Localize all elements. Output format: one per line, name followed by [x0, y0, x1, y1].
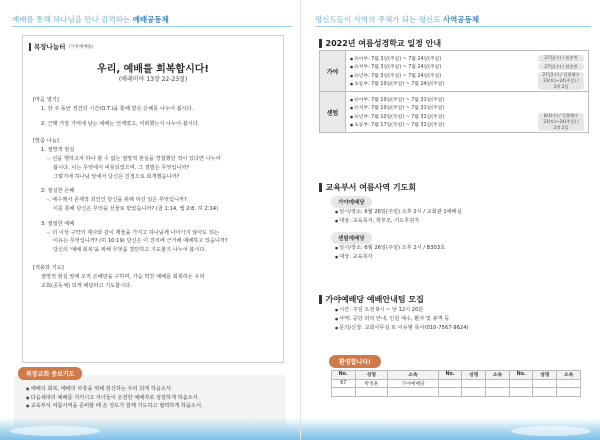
list-item: ● 일시/장소: 6월 26일(주일) 오후 2시 / B303호: [335, 244, 445, 253]
right-running-rule: [315, 26, 591, 27]
sermon-title: 우리, 예배를 회복합시다!: [97, 64, 209, 75]
apply-label: [적용과 기도]: [33, 264, 64, 271]
opening-q1: 1. 한 주 동안 경건의 시간(Q.T.)을 통해 받은 은혜를 나누어 봅시다.: [41, 105, 194, 112]
section-subtitle: (가정예배용): [68, 44, 94, 50]
intercession-tag: 목장교회 중보기도: [18, 367, 82, 380]
word-2-line: -. 예수께서 존재적 죄인인 당신을 위해 하신 일은 무엇입니까?: [47, 197, 187, 204]
list-item: ● 사역: 공당 외석 안내, 인원 체수, 환자 및 봉역 등: [335, 315, 469, 324]
row-label: 센텀: [320, 92, 346, 132]
schedule-title: 2022년 여름성경학교 일정 안내: [325, 39, 442, 48]
schedule-text: ● 유년부: 7월 3일(주일) ~ 7월 24일(주일): [350, 72, 538, 79]
schedule-pill: 23(토)~24(주일) / 1박 2일: [538, 77, 584, 90]
gaya-lines: [335, 208, 462, 226]
schedule-text: ● 초등부: 7월 10일(주일) ~ 7월 24일(주일): [350, 80, 538, 87]
schedule-text: ● 유아부: 7월 10일(주일) ~ 7월 31일(주일): [350, 96, 538, 103]
table-row: [320, 51, 588, 92]
word-2-line: 이를 통해 당신은 무엇을 선물로 받았습니까? (골 1:14, 엡 2:8, 히 2:14): [53, 205, 219, 212]
heading-bar-icon: [319, 39, 322, 48]
schedule-line: [350, 63, 584, 72]
centum-tag: 센텀예배당: [331, 232, 372, 244]
left-running-rule: [12, 26, 292, 27]
list-item: ● 대상: 교육목자, 학부모, 기도후원자: [335, 217, 462, 226]
row-content: [346, 51, 588, 91]
header-cell: No.: [332, 371, 356, 380]
table-cell: [509, 388, 533, 397]
table-row: [320, 92, 588, 132]
table-cell: [388, 388, 439, 397]
word-label: [말씀 나눔]: [33, 138, 59, 145]
table-cell: [509, 379, 533, 388]
schedule-line: [350, 118, 584, 130]
header-cell: 소속: [486, 371, 510, 380]
word-head-3: 3. 절절한 예배: [41, 220, 75, 227]
schedule-text: ● 유년부: 7월 10일(주일) ~ 7월 31일(주일): [350, 113, 538, 120]
header-cell: 성명: [533, 371, 557, 380]
pastor-sharing-box: [22, 35, 284, 363]
row-content: [346, 92, 588, 132]
header-cell: 소속: [388, 371, 439, 380]
sermon-reference: (예레미야 13장 22-23절): [118, 76, 188, 83]
table-cell: [557, 388, 581, 397]
welcome-tag: 환영합니다!: [329, 355, 381, 368]
prayer-heading: [319, 182, 416, 193]
list-item: ● 교육부서 여름사역을 준비할 때 온 성도가 함께 기도하고 협력하게 하옵소서.: [26, 402, 203, 411]
wave-foam: [10, 426, 100, 436]
schedule-pill: 27일(수) / 월송변: [538, 55, 584, 62]
prayer-title: 교육부서 여름사역 기도회: [325, 183, 417, 192]
list-item: ● 시간: 주일 오전 9시 ~ 낮 12시 20분: [335, 306, 469, 315]
list-item: ● 대상: 교육목자: [335, 253, 445, 262]
table-cell: [533, 388, 557, 397]
table-cell: [557, 379, 581, 388]
word-1-line: -. 선을 행하고자 하나 할 수 없는 절망적 현실을 경험했던 적이 있다면 나누어: [47, 155, 221, 162]
guide-heading: [319, 294, 424, 305]
sermon-body: [33, 96, 277, 290]
word-1-line: 그렇기에 하나님 앞에서 당신은 진정으로 회개했습니까?: [53, 173, 180, 180]
table-cell: [332, 388, 356, 397]
heading-bar-icon: [29, 43, 31, 51]
heading-bar-icon: [319, 183, 322, 192]
right-page: [300, 0, 600, 440]
schedule-line: [350, 77, 584, 89]
word-head-2: 2. 절실한 은혜: [41, 188, 75, 195]
header-cell: 소속: [557, 371, 581, 380]
header-cell: No.: [438, 371, 462, 380]
centum-lines: [335, 244, 445, 262]
table-row: [332, 388, 581, 397]
guide-title: 가야예배당 예배안내팀 모집: [325, 295, 424, 304]
word-3-line: 당신의 '예배 회복'을 위해 무엇을 결단하고 기도할지 나누어 봅시다.: [53, 247, 206, 254]
table-cell: 박정훈: [355, 379, 388, 388]
opening-q2: 2. 근래 가장 가억에 남는 예배는 언제였고, 어떠했는지 나누어 봅시다.: [41, 120, 200, 127]
header-cell: 성명: [355, 371, 388, 380]
schedule-pill: [538, 107, 584, 108]
schedule-pill: 8/3(수) / 일광해수: [538, 113, 584, 120]
table-header-row: [332, 371, 581, 380]
table-cell: [486, 388, 510, 397]
word-3-line: 이유는 무엇입니까? (히 10:19) 당신은 이 진리에 근거해 예배하고 있습니까?: [53, 238, 228, 245]
header-cell: No.: [509, 371, 533, 380]
word-head-1: 1. 절망적 현실: [41, 147, 75, 154]
table-row: [332, 379, 581, 388]
schedule-pill: 23(토)~24(주일) / 1박 2일: [538, 118, 584, 131]
list-item: ● 문의/신청: 교회사무실 또 이유범 목사(010-7567-9624): [335, 324, 469, 333]
schedule-pill: 27일(수) / 일광해수: [538, 72, 584, 79]
row-label: 가야: [320, 51, 346, 91]
schedule-line: [350, 95, 584, 104]
section-heading: [29, 42, 94, 51]
wave-foam: [511, 426, 591, 436]
list-item: ● 일시/장소: 6월 26일(주일) 오후 2시 / 교회관 1예배실: [335, 208, 462, 217]
schedule-pill: 27일(수) / 월송변: [538, 63, 584, 70]
gaya-tag: 가야예배당: [331, 196, 372, 208]
left-running-head: 예배를 통해 하나님을 만나 감격하는 예배공동체: [12, 15, 169, 24]
table-cell: [462, 388, 486, 397]
header-cell: 성명: [462, 371, 486, 380]
right-running-head: 평신도들이 사역의 주체가 되는 평신도 사역공동체: [315, 15, 480, 24]
table-cell: [462, 379, 486, 388]
table-cell: 67: [332, 379, 356, 388]
word-1-line: 봅시다. 이는 무엇에서 비롯되었으며, 그 결말은 무엇입니까?: [53, 164, 190, 171]
intercession-list: [26, 385, 203, 411]
table-cell: 가야예배당: [388, 379, 439, 388]
schedule-text: ● 유치부: 7월 10일(주일) ~ 7월 31일(주일): [350, 104, 538, 111]
section-title: 목장나눔터: [34, 43, 66, 51]
table-cell: [355, 388, 388, 397]
schedule-table: [319, 50, 589, 133]
table-cell: [533, 379, 557, 388]
table-cell: [438, 388, 462, 397]
apply-line: 교회(공동체) 되게 해달라고 기도합시다.: [41, 282, 132, 289]
list-item: ● 다음세대의 예배를 지키시고 자녀들이 온전한 예배자로 성장하게 하옵소서.: [26, 394, 203, 403]
schedule-text: ● 초등부: 7월 17일(주일) ~ 7월 31일(주일): [350, 121, 538, 128]
table-cell: [486, 379, 510, 388]
apply-line: 절망적 현실 앞에 오직 은혜만을 구하며, 가슴 벅찬 예배를 회복하는 우리: [41, 273, 205, 280]
word-3-line: -. 더 이상 구약의 제사와 같이 제물을 가지고 하나님께 나아가지 않아도 되는: [47, 229, 219, 236]
schedule-text: ● 유아부: 7월 3일(주일) ~ 7월 24일(주일): [350, 55, 538, 62]
heading-bar-icon: [319, 295, 322, 304]
list-item: ● 예배의 회복, 예배의 부흥을 위해 헌신하는 우리 되게 하옵소서.: [26, 385, 203, 394]
schedule-line: [350, 104, 584, 113]
guide-lines: [335, 306, 469, 333]
schedule-line: [350, 54, 584, 63]
schedule-pill: [538, 99, 584, 100]
table-cell: [438, 379, 462, 388]
welcome-table: [331, 370, 581, 397]
schedule-text: ● 유치부: 7월 3일(주일) ~ 7월 24일(주일): [350, 63, 538, 70]
opening-label: [마음 열기]: [33, 97, 59, 103]
schedule-heading: [319, 38, 441, 49]
